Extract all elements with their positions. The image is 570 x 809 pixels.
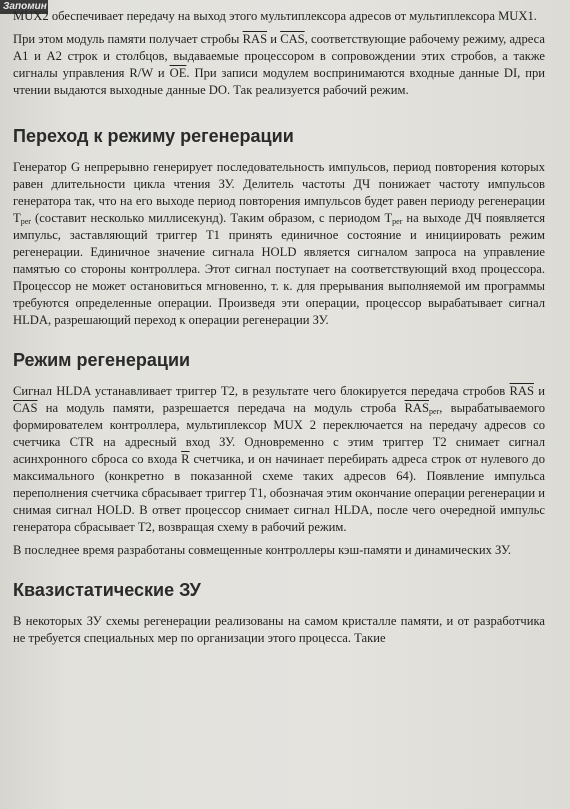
section-heading-quasistatic: Квазистатические ЗУ bbox=[13, 580, 201, 600]
subscript-per: per bbox=[429, 407, 440, 416]
paragraph-working-mode bbox=[13, 31, 545, 99]
paragraph-generator bbox=[13, 159, 545, 329]
section-heading-transition: Переход к режиму регенерации bbox=[13, 126, 294, 146]
text-run: Сигнал HLDA устанавливает триггер T2, в результате чего блокируется передача стробов bbox=[13, 384, 510, 398]
oe-signal: $\overline{OE}$ bbox=[169, 66, 187, 80]
text-run: (составит несколько миллисекунд). Таким образом, с периодом T bbox=[30, 211, 393, 225]
text-run: на модуль памяти, разрешается передача на модуль строба bbox=[37, 401, 405, 415]
text-column bbox=[13, 8, 545, 653]
paragraph-controllers: В последнее время разработаны совмещенные контроллеры кэш-памяти и динамических ЗУ. bbox=[13, 543, 512, 557]
paragraph-mux2: MUX2 обеспечивает передачу на выход этого мультиплексора адресов от мультиплексора MUX1. bbox=[13, 9, 537, 23]
text-run: . При записи модулем воспринимаются входные данные DI, при чтении выдаются выходные данные DO. Так реализуется рабочий режим. bbox=[13, 66, 546, 97]
text-run: и bbox=[533, 384, 546, 398]
paragraph-hlda bbox=[13, 383, 545, 536]
text-run: Генератор G непрерывно генерирует последовательность импульсов, период повторения которых равен длительности цикла чтения ЗУ. Делитель частоты ДЧ понижает частоту импульсов генератора так, что на его выходе период повторения импульсов будет равен периоду регенерации T bbox=[13, 160, 545, 225]
ras-signal: $\overline{RAS}$ bbox=[242, 32, 268, 46]
subscript-per: per bbox=[20, 217, 31, 226]
cas-signal: $\overline{CAS}$ bbox=[280, 32, 305, 46]
subscript-per: per bbox=[392, 217, 403, 226]
text-run: , соответствующие рабочему режиму, адреса А1 и А2 строк и столбцов, выдаваемые процессором в сопровождении этих стробов, а также сигналы управления R/W и bbox=[13, 32, 545, 80]
ras-signal: $\overline{RAS}$ bbox=[509, 384, 534, 398]
text-run: счетчика, и он начинает перебирать адреса строк от нулевого до максимального (конкретно в показанной схеме таких адресов 64). Появление импульса переполнения счетчика сбрасывает триггер T1, обозначая этим окончание операции регенерации и снимая сигнал HOLD. В ответ процессор снимает сигнал HLDA, после чего очередной импульс генератора сбрасывает T2, возвращая схему в рабочий режим. bbox=[13, 452, 546, 534]
running-header-tab: Запомин bbox=[0, 0, 48, 14]
reset-input-r: $\overline{R}$ bbox=[181, 452, 190, 466]
section-heading-regeneration: Режим регенерации bbox=[13, 350, 191, 370]
paragraph-quasistatic: В некоторых ЗУ схемы регенерации реализованы на самом кристалле памяти, и от разработчика не требуется специальных мер по организации этого процесса. Такие bbox=[13, 614, 545, 645]
ras-per-signal: $\overline{RAS}$ bbox=[404, 401, 430, 415]
text-run: При этом модуль памяти получает стробы bbox=[13, 32, 243, 46]
text-run: , вырабатываемого формирователем контроллера, мультиплексор MUX 2 переключается на передачу адресов со счетчика CTR на адресный вход ЗУ. Одновременно с этим триггер T2 снимает сигнал асинхронного сброса со входа bbox=[13, 401, 545, 466]
cas-signal: $\overline{CAS}$ bbox=[13, 401, 38, 415]
text-run: и bbox=[267, 32, 281, 46]
text-run: на выходе ДЧ появляется импульс, заставляющий триггер T1 принять единичное состояние и инициировать режим регенерации. Единичное значение сигнала HOLD является сигналом запроса на управление памятью со стороны контроллера. Этот сигнал поступает на соответствующий вход процессора. Процессор не может остановиться мгновенно, т. к. для прерывания выполняемой им программы требуются определенные операции. Произведя эти операции, процессор вырабатывает сигнал HLDA, разрешающий переход к операции регенерации ЗУ. bbox=[13, 211, 545, 327]
